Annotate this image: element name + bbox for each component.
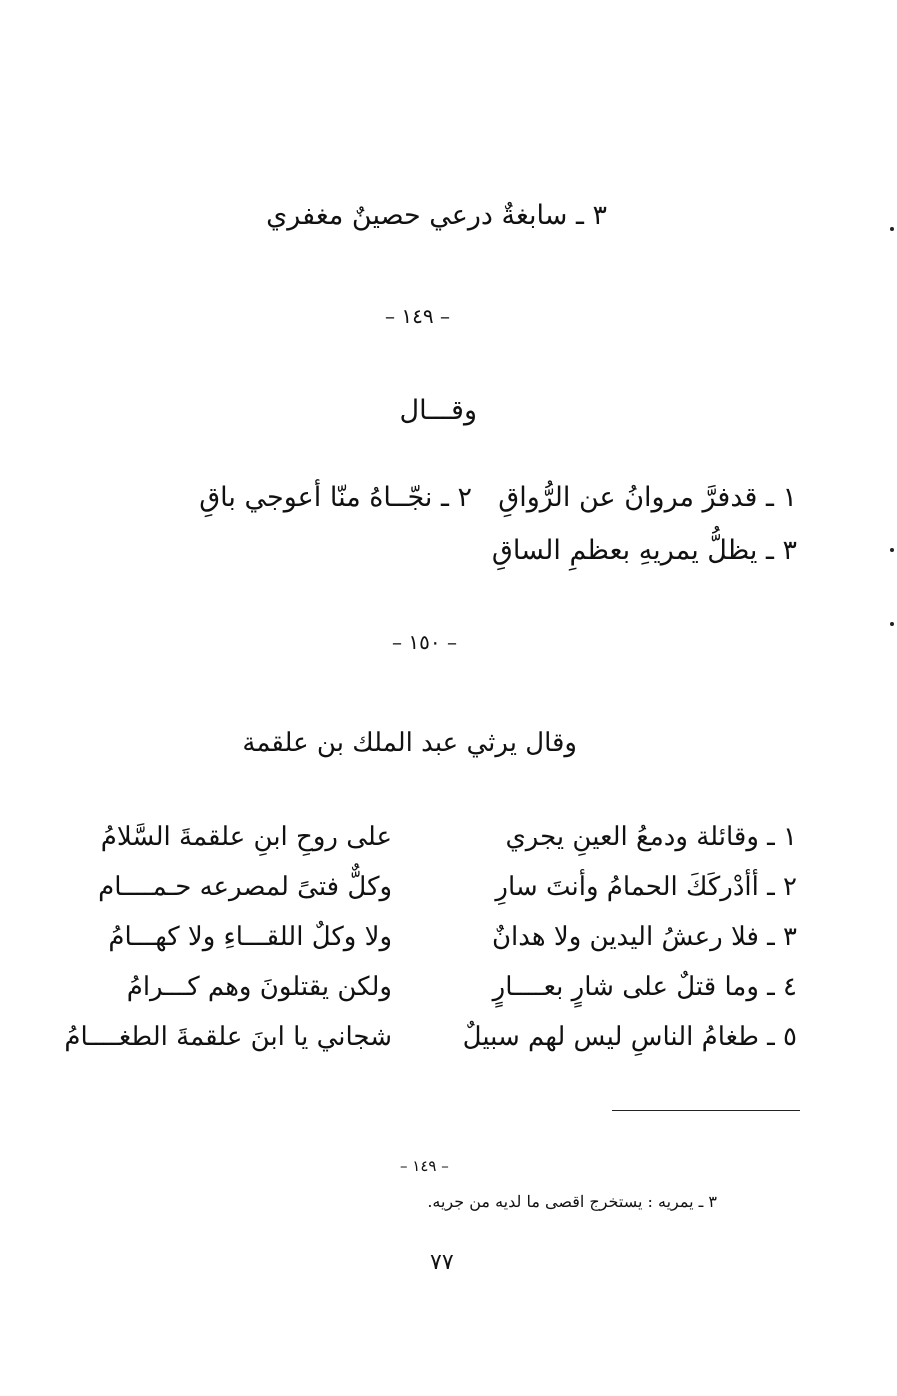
footnote-number: – ١٤٩ – [400, 1157, 449, 1175]
footnote-separator [612, 1110, 800, 1111]
top-verse: ٣ ـ سابغةٌ درعي حصينٌ مغفري [266, 200, 607, 231]
margin-mark [890, 622, 894, 626]
poem-heading-149: وقـــال [399, 395, 477, 426]
verse-first-hemistich: ١ ـ وقائلة ودمعُ العينِ يجري [505, 822, 797, 852]
page-number: ٧٧ [430, 1250, 454, 1275]
verse-first-hemistich: ٣ ـ فلا رعشُ اليدين ولا هدانٌ [491, 922, 797, 952]
verse-149-line-1b: ٢ ـ نجّــاهُ منّا أعوجي باقِ [199, 482, 472, 513]
margin-mark [890, 227, 894, 231]
verse-second-hemistich: وكلٌّ فتىً لمصرعه حـمــــام [98, 872, 392, 902]
verse-first-hemistich: ٤ ـ وما قتلٌ على شارٍ بعــــارٍ [492, 972, 797, 1002]
footnote-text: ٣ ـ يمريه : يستخرج اقصى ما لديه من جريه. [427, 1192, 717, 1211]
verse-second-hemistich: شجاني يا ابنَ علقمةَ الطغــــامُ [64, 1022, 392, 1052]
verse-second-hemistich: ولكن يقتلونَ وهم كـــرامُ [126, 972, 392, 1002]
verse-second-hemistich: ولا وكلٌ اللقـــاءِ ولا كهـــامُ [108, 922, 392, 952]
margin-mark [890, 548, 894, 552]
poem-heading-150: وقال يرثي عبد الملك بن علقمة [242, 728, 577, 758]
verse-first-hemistich: ٥ ـ طغامُ الناسِ ليس لهم سبيلٌ [462, 1022, 797, 1052]
verse-149-line-1a: ١ ـ قدفرَّ مروانُ عن الرُّواقِ [498, 482, 797, 513]
poem-number-150: – ١٥٠ – [392, 630, 457, 654]
verse-second-hemistich: على روحِ ابنِ علقمةَ السَّلامُ [100, 822, 392, 852]
verse-149-line-2: ٣ ـ يظلُّ يمريهِ بعظمِ الساقِ [491, 535, 797, 566]
poem-number-149: – ١٤٩ – [385, 304, 450, 328]
verse-first-hemistich: ٢ ـ أأدْركَكَ الحمامُ وأنتَ سارِ [495, 872, 797, 902]
